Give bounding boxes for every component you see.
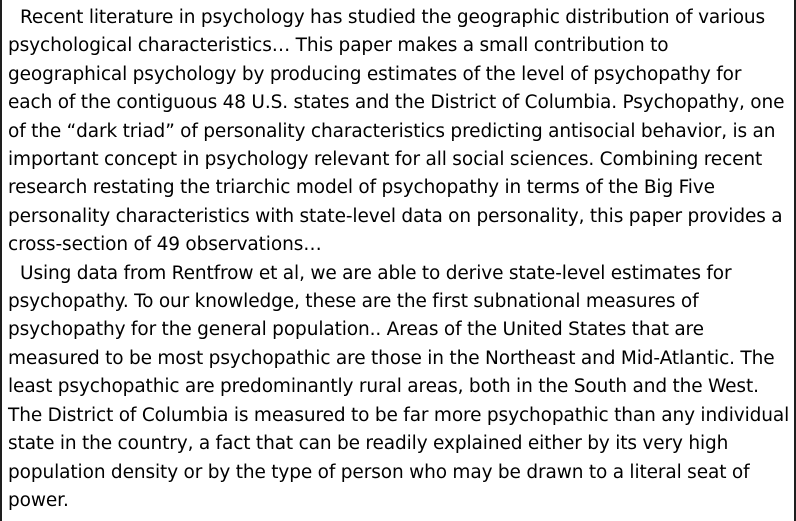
document-text-body [8,4,790,515]
abstract-paragraph-1: Recent literature in psychology has studied the geographic distribution of various psychological characteristics… This paper makes a small contribution to geographical psychology by producing estimates of the level of psychopathy for each of the contiguous 48 U.S. states and the District of Columbia. Psychopathy, one of the “dark triad” of personality characteristics predicting antisocial behavior, is an important concept in psychology relevant for all social sciences. Combining recent research restating the triarchic model of psychopathy in terms of the Big Five personality characteristics with state-level data on personality, this paper provides a cross-section of 49 observations… [8,7,785,256]
abstract-paragraph-2: Using data from Rentfrow et al, we are able to derive state-level estimates for psychopathy. To our knowledge, these are the first subnational measures of psychopathy for the general population.. Areas of the United States that are measured to be most psychopathic are those in the Northeast and Mid-Atlantic. The least psychopathic are predominantly rural areas, both in the South and the West. The District of Columbia is measured to be far more psychopathic than any individual state in the country, a fact that can be readily explained either by its very high population density or by the type of person who may be drawn to a literal seat of power. [8,262,790,511]
left-border [0,0,2,521]
